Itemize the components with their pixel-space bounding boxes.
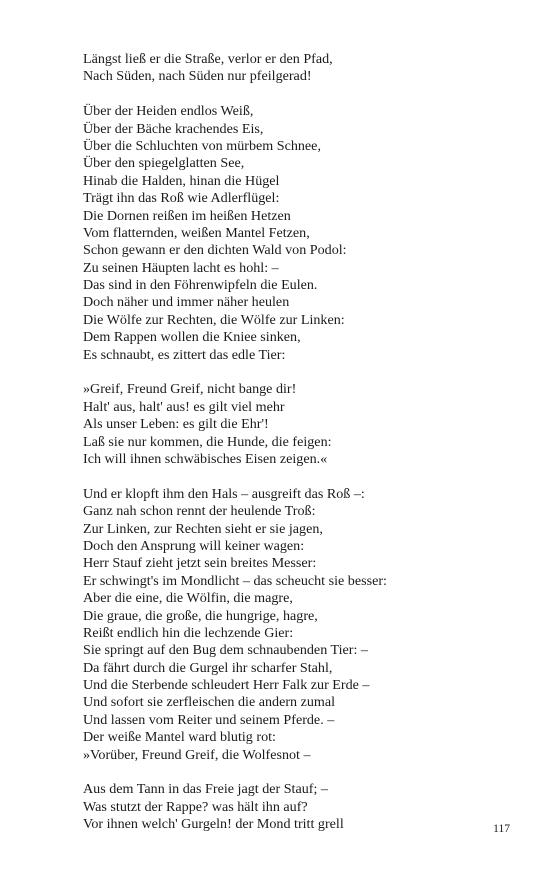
stanza: [83, 486, 523, 764]
stanza: [83, 51, 523, 86]
verse-line: Doch näher und immer näher heulen: [83, 294, 290, 311]
verse-line: Über den spiegelglatten See,: [83, 155, 245, 172]
verse-line: Nach Süden, nach Süden nur pfeilgerad!: [83, 68, 312, 85]
stanza: [83, 103, 523, 364]
verse-line: Trägt ihn das Roß wie Adlerflügel:: [83, 190, 280, 207]
verse-line: Über der Bäche krachendes Eis,: [83, 120, 264, 137]
verse-line: »Greif, Freund Greif, nicht bange dir!: [83, 381, 297, 398]
verse-line: Die Dornen reißen im heißen Hetzen: [83, 207, 291, 224]
verse-line: Vor ihnen welch' Gurgeln! der Mond tritt grell: [83, 816, 344, 833]
verse-line: Ganz nah schon rennt der heulende Troß:: [83, 503, 316, 520]
verse-line: Der weiße Mantel ward blutig rot:: [83, 729, 276, 746]
verse-line: Die Wölfe zur Rechten, die Wölfe zur Linken:: [83, 311, 345, 328]
verse-line: Herr Stauf zieht jetzt sein breites Messer:: [83, 555, 317, 572]
verse-line: »Vorüber, Freund Greif, die Wolfesnot –: [83, 746, 311, 763]
verse-line: Was stutzt der Rappe? was hält ihn auf?: [83, 798, 308, 815]
verse-line: Aus dem Tann in das Freie jagt der Stauf; –: [83, 781, 328, 798]
verse-line: Er schwingt's im Mondlicht – das scheucht sie besser:: [83, 572, 387, 589]
verse-line: Und sofort sie zerfleischen die andern zumal: [83, 694, 336, 711]
verse-line: Längst ließ er die Straße, verlor er den Pfad,: [83, 51, 333, 67]
verse-line: Und er klopft ihm den Hals – ausgreift das Roß –:: [83, 485, 365, 502]
verse-line: Über die Schluchten von mürbem Schnee,: [83, 137, 321, 154]
verse-line: Und lassen vom Reiter und seinem Pferde. –: [83, 711, 335, 728]
verse-line: Ich will ihnen schwäbisches Eisen zeigen.«: [83, 450, 328, 467]
verse-line: Doch den Ansprung will keiner wagen:: [83, 537, 305, 554]
verse-line: Und die Sterbende schleudert Herr Falk zur Erde –: [83, 677, 370, 694]
page-number: 117: [493, 823, 510, 835]
stanza: [83, 381, 523, 468]
verse-line: Die graue, die große, die hungrige, hagre,: [83, 607, 318, 624]
verse-line: Aber die eine, die Wölfin, die magre,: [83, 590, 293, 607]
verse-line: Laß sie nur kommen, die Hunde, die feigen:: [83, 433, 332, 450]
verse-line: Als unser Leben: es gilt die Ehr'!: [83, 416, 269, 433]
verse-line: Sie springt auf den Bug dem schnaubenden Tier: –: [83, 642, 368, 659]
verse-line: Reißt endlich hin die lechzende Gier:: [83, 624, 294, 641]
verse-line: Dem Rappen wollen die Kniee sinken,: [83, 329, 301, 346]
verse-line: Da fährt durch die Gurgel ihr scharfer Stahl,: [83, 659, 333, 676]
verse-line: Zu seinen Häupten lacht es hohl: –: [83, 259, 279, 276]
verse-line: Halt' aus, halt' aus! es gilt viel mehr: [83, 398, 285, 415]
verse-line: Schon gewann er den dichten Wald von Podol:: [83, 242, 347, 259]
verse-line: Vom flatternden, weißen Mantel Fetzen,: [83, 224, 310, 241]
verse-line: Hinab die Halden, hinan die Hügel: [83, 172, 280, 189]
verse-line: Zur Linken, zur Rechten sieht er sie jagen,: [83, 520, 323, 537]
verse-line: Es schnaubt, es zittert das edle Tier:: [83, 346, 286, 363]
verse-line: Über der Heiden endlos Weiß,: [83, 103, 254, 120]
stanza: [83, 781, 523, 833]
poem-text: [83, 51, 523, 851]
verse-line: Das sind in den Föhrenwipfeln die Eulen.: [83, 277, 318, 294]
